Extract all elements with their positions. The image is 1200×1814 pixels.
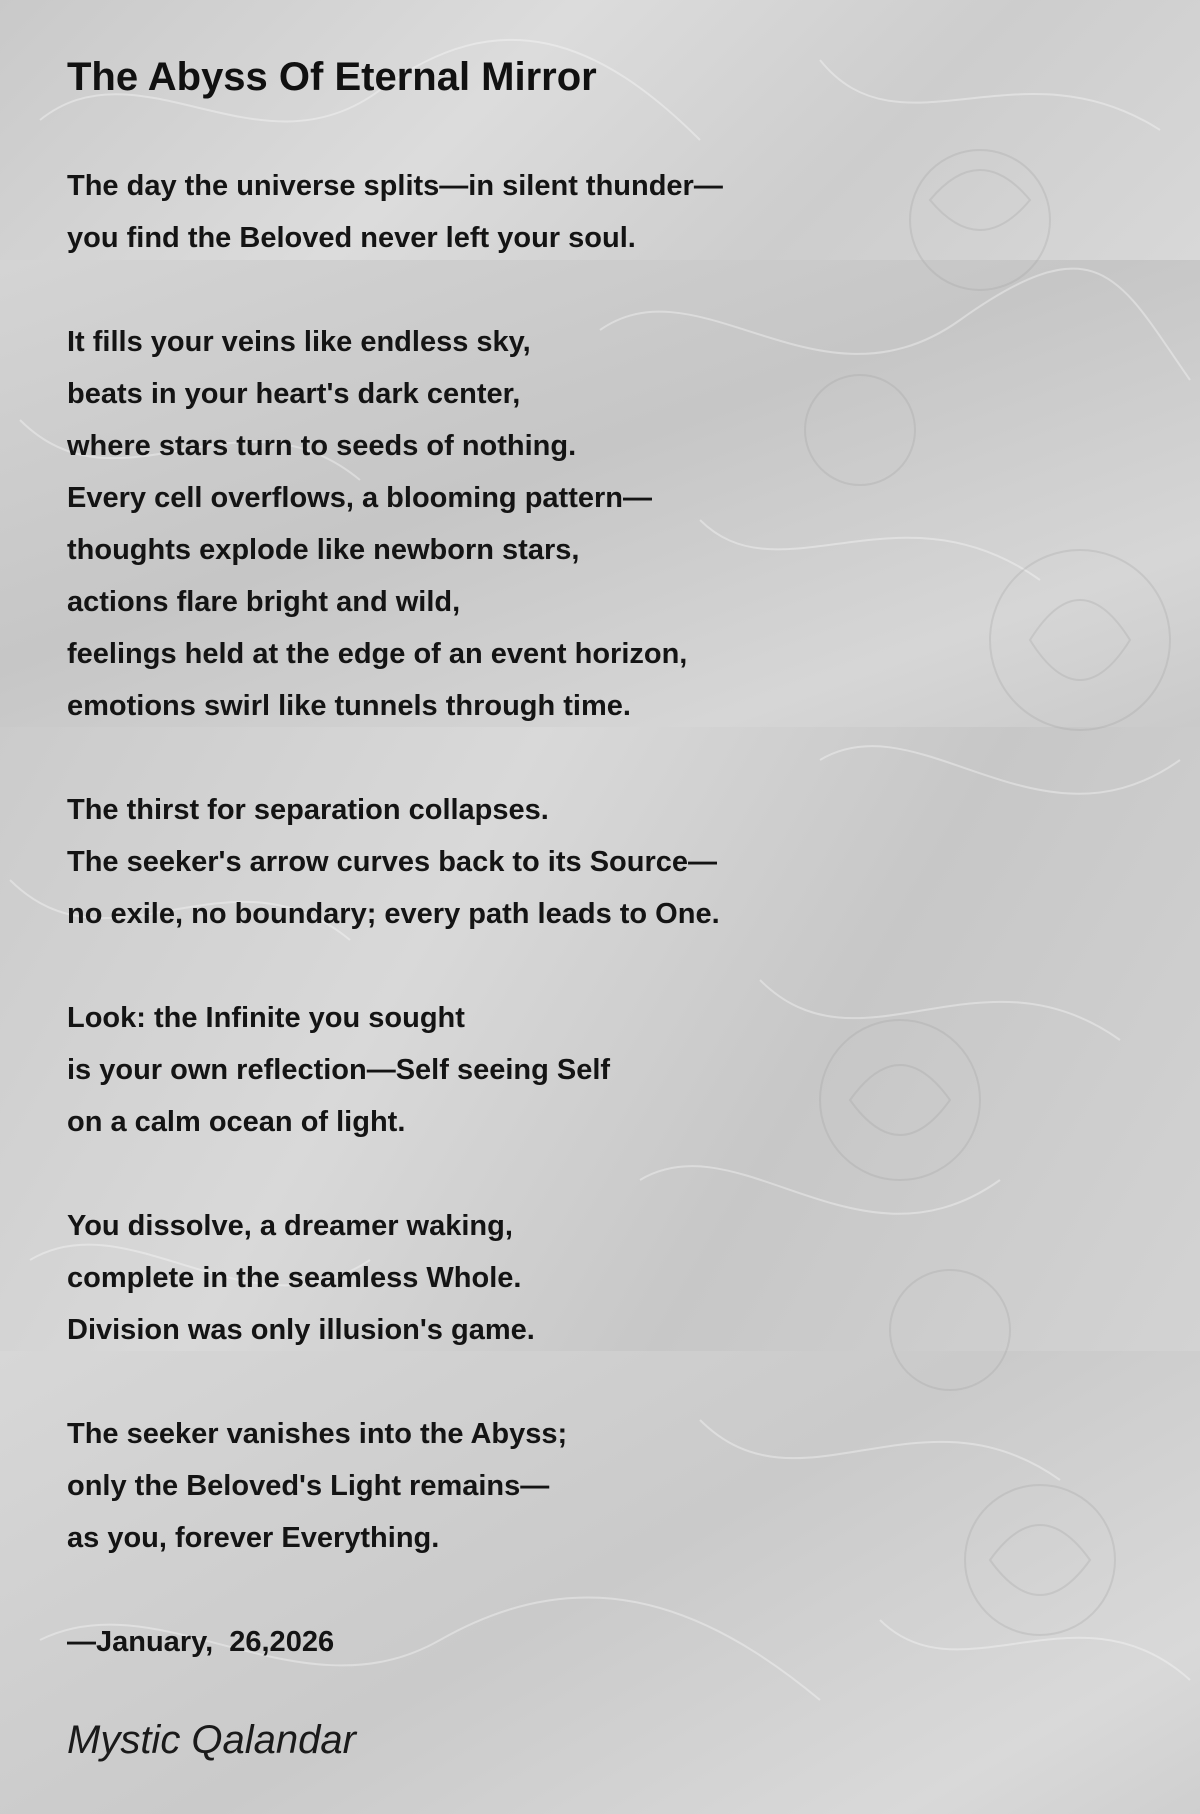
poem-line: no exile, no boundary; every path leads to One. <box>67 898 720 930</box>
stanza <box>67 316 1147 732</box>
stanza <box>67 1408 1147 1564</box>
poem-body <box>67 160 1147 1668</box>
stanza <box>67 1200 1147 1356</box>
poem-title: The Abyss Of Eternal Mirror <box>67 55 597 99</box>
poem-date: —January, 26,2026 <box>67 1626 335 1658</box>
poem-line: actions flare bright and wild, <box>67 586 461 618</box>
poem-line: The seeker's arrow curves back to its Source— <box>67 846 718 878</box>
poem-line: You dissolve, a dreamer waking, <box>67 1210 513 1242</box>
poem-line: beats in your heart's dark center, <box>67 378 521 410</box>
poem-line: It fills your veins like endless sky, <box>67 326 531 358</box>
poem-line: The seeker vanishes into the Abyss; <box>67 1418 568 1450</box>
poem-line: as you, forever Everything. <box>67 1522 440 1554</box>
poem-line: emotions swirl like tunnels through time. <box>67 690 631 722</box>
poem-line: The thirst for separation collapses. <box>67 794 549 826</box>
poem-line: on a calm ocean of light. <box>67 1106 406 1138</box>
poem-line: where stars turn to seeds of nothing. <box>67 430 577 462</box>
poem-line: feelings held at the edge of an event horizon, <box>67 638 688 670</box>
poem-line: you find the Beloved never left your soul. <box>67 222 636 254</box>
poem-line: complete in the seamless Whole. <box>67 1262 522 1294</box>
stanza <box>67 160 1147 264</box>
poem-line: only the Beloved's Light remains— <box>67 1470 550 1502</box>
poem-line: thoughts explode like newborn stars, <box>67 534 580 566</box>
stanza <box>67 992 1147 1148</box>
poem-line: The day the universe splits—in silent thunder— <box>67 170 723 202</box>
poem-line: Every cell overflows, a blooming pattern— <box>67 482 652 514</box>
poem-line: Division was only illusion's game. <box>67 1314 535 1346</box>
poem <box>67 44 1147 1768</box>
poem-line: Look: the Infinite you sought <box>67 1002 465 1034</box>
poem-line: is your own reflection—Self seeing Self <box>67 1054 611 1086</box>
stanza <box>67 784 1147 940</box>
author-name: Mystic Qalandar <box>67 1718 356 1762</box>
